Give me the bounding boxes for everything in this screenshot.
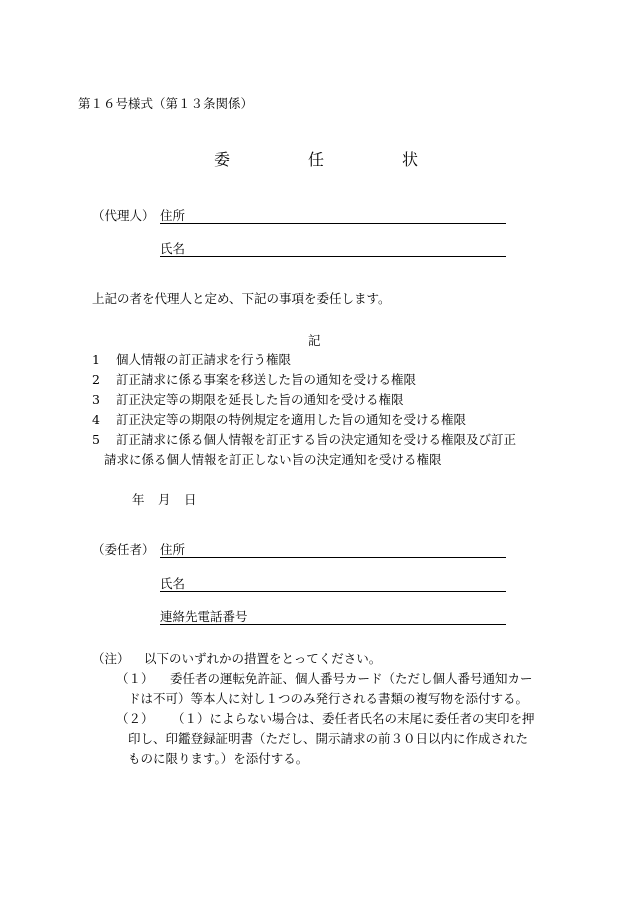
agent-name-line[interactable]	[160, 256, 506, 257]
principal-phone-label: 連絡先電話番号	[160, 609, 248, 624]
note-1-line-2: ドは不可）等本人に対し１つのみ発行される書類の複写物を添付する。	[128, 691, 529, 706]
item-5-number: 5	[92, 432, 100, 447]
principal-name-label: 氏名	[160, 576, 186, 591]
agent-address-line[interactable]	[160, 223, 506, 224]
date-month: 月	[158, 492, 171, 507]
note-2-number: （２）	[116, 711, 154, 726]
agent-address-label: 住所	[160, 208, 186, 223]
principal-label: （委任者）	[92, 542, 155, 557]
date-year: 年	[132, 492, 145, 507]
item-5-continuation: 請求に係る個人情報を訂正しない旨の決定通知を受ける権限	[104, 452, 442, 467]
note-1-number: （１）	[116, 671, 154, 686]
date-day: 日	[184, 492, 197, 507]
item-3-text: 訂正決定等の期限を延長した旨の通知を受ける権限	[116, 392, 404, 407]
agent-label: （代理人）	[92, 208, 155, 223]
principal-address-label: 住所	[160, 542, 186, 557]
intro-text: 上記の者を代理人と定め、下記の事項を委任します。	[92, 291, 391, 306]
principal-phone-line[interactable]	[160, 624, 506, 625]
principal-address-line[interactable]	[160, 557, 506, 558]
note-label: （注）	[92, 651, 130, 666]
item-2-number: 2	[92, 372, 100, 387]
note-2-line-2: 印し、印鑑登録証明書（ただし、開示請求の前３０日以内に作成された	[128, 731, 529, 746]
item-2-text: 訂正請求に係る事案を移送した旨の通知を受ける権限	[116, 372, 417, 387]
note-intro: 以下のいずれかの措置をとってください。	[144, 651, 382, 666]
note-2-line-1: （１）によらない場合は、委任者氏名の末尾に委任者の実印を押	[172, 711, 535, 726]
item-1-number: 1	[92, 352, 100, 367]
item-1-text: 個人情報の訂正請求を行う権限	[116, 352, 292, 367]
title-char-1: 委	[214, 150, 231, 169]
agent-name-label: 氏名	[160, 241, 186, 256]
title-char-3: 状	[402, 150, 419, 169]
item-5-text: 訂正請求に係る個人情報を訂正する旨の決定通知を受ける権限及び訂正	[116, 432, 517, 447]
note-1-line-1: 委任者の運転免許証、個人番号カード（ただし個人番号通知カー	[170, 671, 533, 686]
note-2-line-3: ものに限ります。）を添付する。	[128, 751, 309, 766]
item-3-number: 3	[92, 392, 100, 407]
item-4-text: 訂正決定等の期限の特例規定を適用した旨の通知を受ける権限	[116, 412, 467, 427]
ki-heading: 記	[308, 333, 321, 348]
title-char-2: 任	[308, 150, 325, 169]
form-number: 第１６号様式（第１３条関係）	[78, 96, 254, 111]
item-4-number: 4	[92, 412, 100, 427]
principal-name-line[interactable]	[160, 591, 506, 592]
